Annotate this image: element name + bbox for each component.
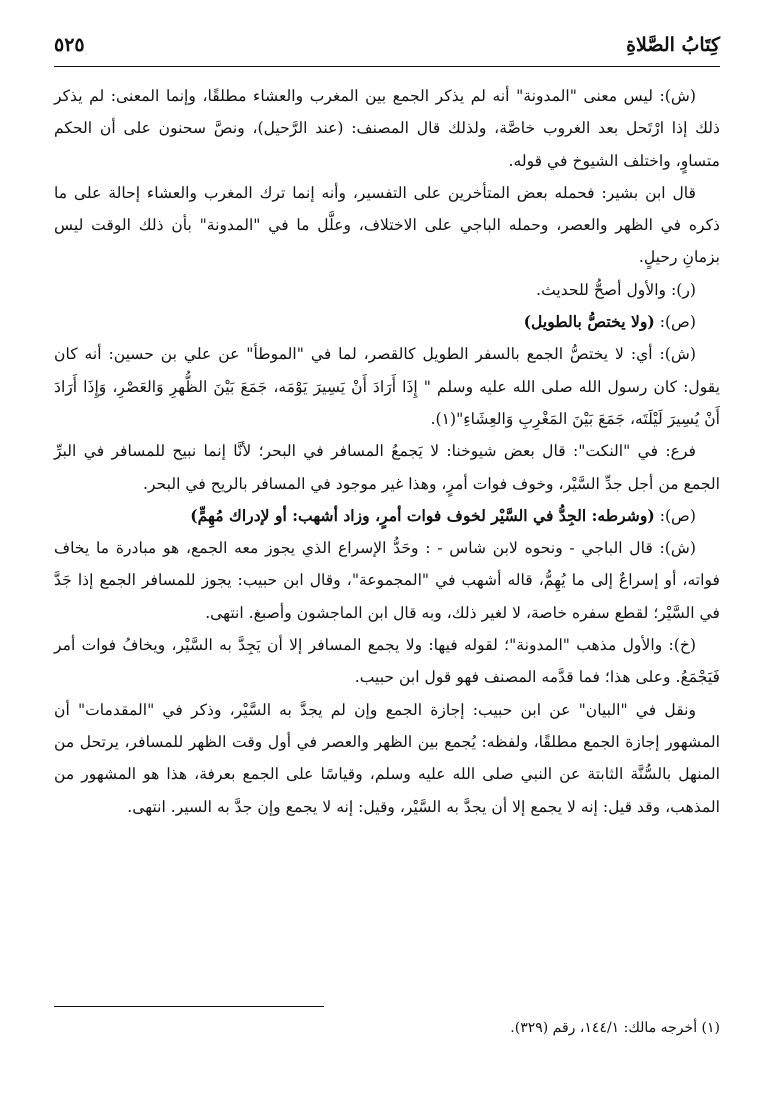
paragraph-9: (خ): والأول مذهب "المدونة"؛ لقوله فيها: ولا يجمع المسافر إلا أن يَجِدَّ به السَّيْر، ويخافُ فوات أمر فَيَجْمَعُ. وعلى هذا؛ فما قدَّمه المصنف فهو قول ابن حبيب.: [54, 636, 720, 687]
chapter-title: كِتَابُ الصَّلاةِ: [626, 34, 720, 56]
paragraph-2: قال ابن بشير: فحمله بعض المتأخرين على التفسير، وأنه إنما ترك المغرب والعشاء إحالة على ما ذكره في الظهر والعصر، وحمله الباجي على الاختلاف، وعلَّل ما في "المدونة" بأن ذلك الوقت ليس بزمانِ رحيلٍ.: [54, 183, 720, 267]
footnote: (١) أخرجه مالك: ١٤٤/١، رقم (٣٢٩).: [510, 1020, 720, 1036]
paragraph-7: (ص): (وشرطه: الجِدُّ في السَّيْر لخوف فوات أمرٍ، وزاد أشهب: أو لإدراك مُهِمٍّ): [190, 505, 696, 525]
page-number: ٥٢٥: [54, 34, 85, 56]
paragraph-1: (ش): ليس معنى "المدونة" أنه لم يذكر الجمع بين المغرب والعشاء مطلقًا، وإنما المعنى: لم يذكر ذلك إذا ارْتَحل بعد الغروب خاصَّة، ولذلك قال المصنف: (عند الرَّحيل)، ونصَّ سحنون على أن الحكم متساوٍ، واختلف الشيوخ في قوله.: [54, 87, 720, 170]
paragraph-3: (ر): والأول أصحُّ للحديث.: [536, 280, 696, 299]
paragraph-6: فرع: في "النكت": قال بعض شيوخنا: لا يَجمعُ المسافر في البحر؛ لأنَّا إنما نبيح للمسافر في البرِّ الجمع من أجل جدِّ السَّيْر، وخوف فوات أمرٍ، وهذا غير موجود في المسافر بالريح في البحر.: [54, 442, 720, 493]
footnote-separator: [54, 1006, 324, 1007]
page: [54, 28, 720, 1078]
paragraph-10: ونقل في "البيان" عن ابن حبيب: إجازة الجمع وإن لم يجدَّ به السَّيْر، وذكر في "المقدمات" أن المشهور إجازة الجمع مطلقًا، ولفظه: يُجمع بين الظهر والعصر في أول وقت الظهر للمسافر، يرتحل من المنهل بالسُّنَّة الثابتة عن النبي صلى الله عليه وسلم، وقياسًا على الجمع بعرفة، هذا هو المشهور من المذهب، وقد قيل: إنه لا يجمع إلا أن يجدَّ به السَّيْر، وقيل: إنه لا يجمع وإن جدَّ به السير. انتهى.: [54, 700, 720, 816]
paragraph-4: (ص): (ولا يختصُّ بالطويل): [523, 312, 696, 332]
main-text: [54, 80, 720, 823]
paragraph-5: (ش): أي: لا يختصُّ الجمع بالسفر الطويل كالقصر، لما في "الموطأ" عن علي بن حسين: أنه كان يقول: كان رسول الله صلى الله عليه وسلم " إِذَا أَرَادَ أَنْ يَسِيرَ يَوْمَه، جَمَعَ بَيْنَ الظُّهرِ وَالعَصْرِ، وَإِذَا أَرَادَ أَنْ يُسِيرَ لَيْلَتَه، جَمَعَ بَيْنَ المَغْرِبِ وَالعِشَاءِ"(١).: [54, 345, 720, 428]
paragraph-8: (ش): قال الباجي - ونحوه لابن شاس - : وحَدُّ الإسراع الذي يجوز معه الجمع، هو مبادرة ما يخاف فواته، أو إسراعٌ إلى ما يُهِمُّ، قاله أشهب في "المجموعة"، وقال ابن حبيب: يجوز للمسافر الجمع إذا جَدَّ في السَّيْر؛ لقطع سفره خاصة، لا لغير ذلك، وبه قال ابن الماجشون وأصبغ. انتهى.: [54, 539, 720, 622]
running-header: [54, 28, 720, 67]
